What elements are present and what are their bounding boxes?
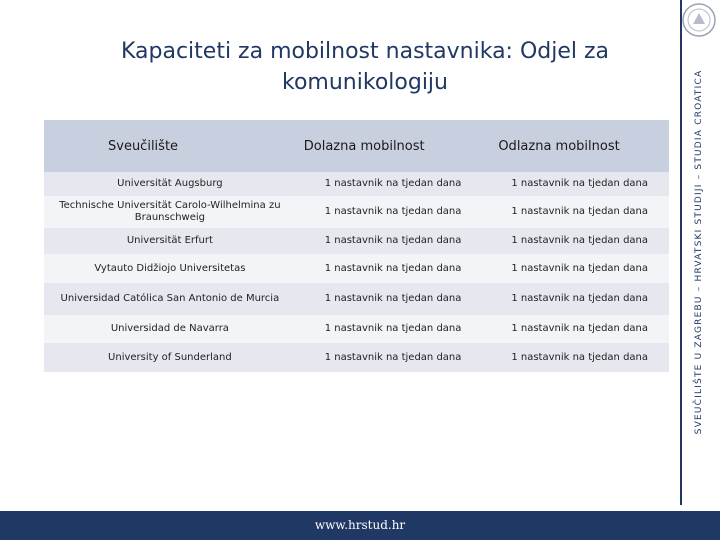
table-row <box>44 196 669 228</box>
cell-incoming: 1 nastavnik na tjedan dana <box>296 228 491 254</box>
cell-incoming: 1 nastavnik na tjedan dana <box>296 254 491 283</box>
footer-url[interactable] <box>0 514 720 536</box>
cell-incoming: 1 nastavnik na tjedan dana <box>296 196 491 228</box>
cell-outgoing: 1 nastavnik na tjedan dana <box>490 283 669 315</box>
cell-university: Universidad de Navarra <box>44 315 296 343</box>
table-row <box>44 254 669 283</box>
cell-outgoing: 1 nastavnik na tjedan dana <box>490 343 669 372</box>
table-row <box>44 228 669 254</box>
table-row <box>44 315 669 343</box>
cell-incoming: 1 nastavnik na tjedan dana <box>296 283 491 315</box>
cell-university: Universität Augsburg <box>44 172 296 196</box>
header-university: Sveučilište <box>44 120 296 172</box>
page-title: Kapaciteti za mobilnost nastavnika: Odjel za komunikologiju <box>120 39 610 95</box>
cell-outgoing: 1 nastavnik na tjedan dana <box>490 172 669 196</box>
footer-url-text[interactable]: www.hrstud.hr <box>314 518 406 532</box>
cell-outgoing: 1 nastavnik na tjedan dana <box>490 315 669 343</box>
table-body <box>44 172 669 372</box>
cell-outgoing: 1 nastavnik na tjedan dana <box>490 196 669 228</box>
cell-incoming: 1 nastavnik na tjedan dana <box>296 172 491 196</box>
cell-outgoing: 1 nastavnik na tjedan dana <box>490 254 669 283</box>
side-divider <box>680 0 682 505</box>
cell-incoming: 1 nastavnik na tjedan dana <box>296 343 491 372</box>
cell-outgoing: 1 nastavnik na tjedan dana <box>490 228 669 254</box>
header-incoming: Dolazna mobilnost <box>296 120 491 172</box>
table-row <box>44 343 669 372</box>
table-header-row <box>44 120 669 172</box>
cell-university: Vytauto Didžiojo Universitetas <box>44 254 296 283</box>
cell-university: Technische Universität Carolo-Wilhelmina zu Braunschweig <box>44 196 296 228</box>
header-outgoing: Odlazna mobilnost <box>490 120 669 172</box>
cell-university: University of Sunderland <box>44 343 296 372</box>
cell-university: Universität Erfurt <box>44 228 296 254</box>
cell-university: Universidad Católica San Antonio de Murcia <box>44 283 296 315</box>
cell-incoming: 1 nastavnik na tjedan dana <box>296 315 491 343</box>
side-label: SVEUČILIŠTE U ZAGREBU – HRVATSKI STUDIJI – STUDIA CROATICA <box>694 69 704 435</box>
table-row <box>44 283 669 315</box>
table-row <box>44 172 669 196</box>
mobility-table <box>44 120 669 372</box>
university-seal-icon <box>681 2 717 38</box>
